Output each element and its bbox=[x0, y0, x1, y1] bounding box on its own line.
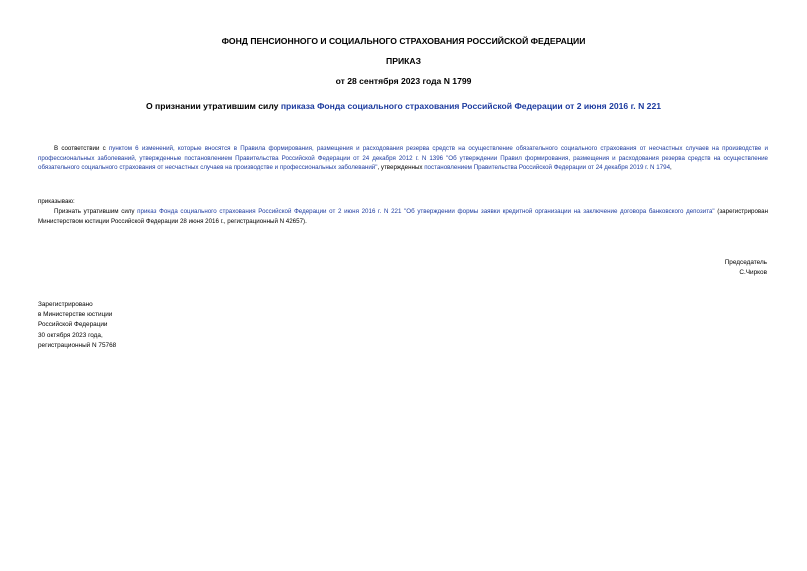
paragraph-basis bbox=[38, 144, 768, 173]
signature-position: Председатель bbox=[724, 259, 767, 266]
organization-heading: ФОНД ПЕНСИОННОГО И СОЦИАЛЬНОГО СТРАХОВАНИЯ РОССИЙСКОЙ ФЕДЕРАЦИИ bbox=[221, 36, 586, 46]
signature-name: С.Чирков bbox=[739, 269, 767, 276]
document-title bbox=[0, 101, 807, 112]
registration-block bbox=[38, 300, 116, 351]
paragraph-order-link[interactable]: приказ Фонда социального страхования Российской Федерации от 2 июня 2016 г. N 221 "Об утверждении формы заявки кредитной организации на заключение договора банковского депозита" bbox=[137, 208, 715, 215]
title-prefix: О признании утратившим силу bbox=[145, 101, 281, 111]
registration-line: Зарегистрировано bbox=[38, 301, 93, 308]
paragraph-basis-link-2[interactable]: постановлением Правительства Российской Федерации от 24 декабря 2019 г. N 1794 bbox=[424, 164, 671, 172]
paragraph-order-text-2: (зарегистрирован Министерством юстиции Российской Федерации 28 июня 2016 г., регистрационный N 42657). bbox=[38, 208, 769, 225]
paragraph-order bbox=[38, 207, 768, 226]
paragraph-basis-text-3: , bbox=[670, 164, 672, 172]
order-word: приказываю: bbox=[38, 198, 75, 205]
registration-date: 30 октября 2023 года, bbox=[38, 331, 103, 339]
title-link[interactable]: приказа Фонда социального страхования Российской Федерации от 2 июня 2016 г. N 221 bbox=[280, 101, 662, 111]
paragraph-basis-link-1[interactable]: пунктом 6 изменений, которые вносятся в Правила формирования, размещения и расходования резерва средств на осуществление обязательного социального страхования от несчастных случаев на производстве и профессиональных заболеваний, утвержденные постановлением Правительства Российской Федерации от 24 декабря 2012 г. N 1396 "Об утверждении Правил формирования, размещения и расходования резерва средств на осуществление обязательного социального страхования от несчастных случаев на производстве и профессиональных заболеваний" bbox=[38, 145, 768, 172]
registration-number: регистрационный N 75768 bbox=[38, 341, 117, 349]
paragraph-basis-text-1: В соответствии с bbox=[54, 145, 109, 152]
registration-line: в Министерстве юстиции bbox=[38, 311, 113, 319]
paragraph-order-text-1: Признать утратившим силу bbox=[54, 208, 138, 215]
document-type-heading: ПРИКАЗ bbox=[386, 56, 421, 66]
registration-line: Российской Федерации bbox=[38, 321, 108, 329]
document-date-number: от 28 сентября 2023 года N 1799 bbox=[335, 76, 472, 86]
signature-block bbox=[725, 258, 767, 278]
paragraph-basis-text-2: , утвержденных bbox=[377, 164, 425, 172]
